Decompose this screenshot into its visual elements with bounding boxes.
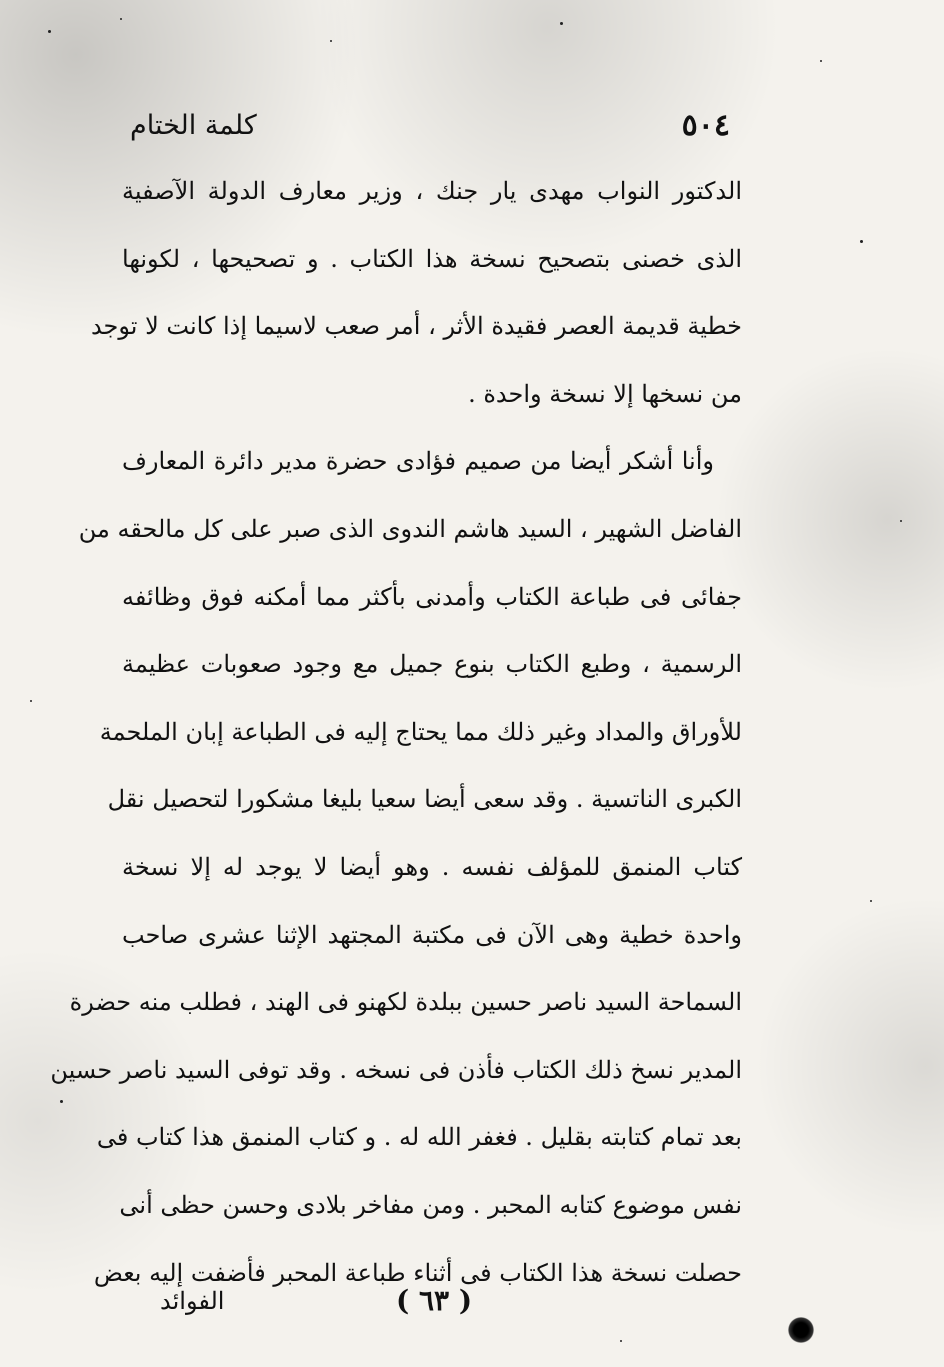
text-line: وأنا أشكر أيضا من صميم فؤادى حضرة مدير دائرة المعارف [122, 447, 714, 476]
text-line: نفس موضوع كتابه المحبر . ومن مفاخر بلادى وحسن حظى أنى [119, 1190, 742, 1219]
scan-speck [870, 900, 872, 902]
scan-speck [620, 1340, 622, 1342]
text-line: الفاضل الشهير ، السيد هاشم الندوى الذى صبر على كل مالحقه من [78, 514, 742, 543]
body-text [50, 158, 742, 1307]
scan-speck [330, 40, 332, 42]
text-line: الرسمية ، وطبع الكتاب بنوع جميل مع وجود صعوبات عظيمة [122, 650, 742, 679]
scan-speck [560, 22, 563, 25]
scan-speck [820, 60, 822, 62]
text-line: واحدة خطية وهى الآن فى مكتبة المجتهد الإثنا عشرى صاحب [122, 920, 742, 949]
scan-speck [900, 520, 902, 522]
running-header [130, 108, 730, 150]
text-line: الذى خصنى بتصحيح نسخة هذا الكتاب . و تصحيحها ، لكونها [122, 244, 742, 273]
page-number: ٥٠٤ [681, 108, 730, 143]
text-line: الدكتور النواب مهدى يار جنك ، وزير معارف الدولة الآصفية [122, 177, 742, 205]
scan-speck [860, 240, 863, 243]
text-line: الكبرى الناتسية . وقد سعى أيضا سعيا بليغا مشكورا لتحصيل نقل [107, 785, 742, 814]
text-line: المدير نسخ ذلك الكتاب فأذن فى نسخه . وقد توفى السيد ناصر حسين [50, 1055, 742, 1084]
text-line: جفائى فى طباعة الكتاب وأمدنى بأكثر مما أمكنه فوق وظائفه [122, 582, 742, 611]
text-line: كتاب المنمق للمؤلف نفسه . وهو أيضا لا يوجد له إلا نسخة [122, 852, 742, 881]
text-line: خطية قديمة العصر فقيدة الأثر ، أمر صعب لاسيما إذا كانت لا توجد [90, 312, 742, 341]
scan-speck [120, 18, 122, 20]
ink-blot [788, 1317, 814, 1343]
scan-speck [30, 700, 32, 702]
sheet-number: ( ٦٣ ) [396, 1284, 473, 1317]
catchword: الفوائد [160, 1287, 225, 1315]
text-line: السماحة السيد ناصر حسين ببلدة لكهنو فى الهند ، فطلب منه حضرة [69, 988, 742, 1017]
text-line: للأوراق والمداد وغير ذلك مما يحتاج إليه فى الطباعة إبان الملحمة [99, 717, 742, 746]
text-line: حصلت نسخة هذا الكتاب فى أثناء طباعة المحبر فأضفت إليه بعض [93, 1258, 742, 1287]
text-line: من نسخها إلا نسخة واحدة . [468, 379, 742, 408]
header-title: كلمة الختام [130, 110, 257, 141]
text-line: بعد تمام كتابته بقليل . فغفر الله له . و كتاب المنمق هذا كتاب فى [96, 1123, 742, 1152]
scan-speck [48, 30, 51, 33]
